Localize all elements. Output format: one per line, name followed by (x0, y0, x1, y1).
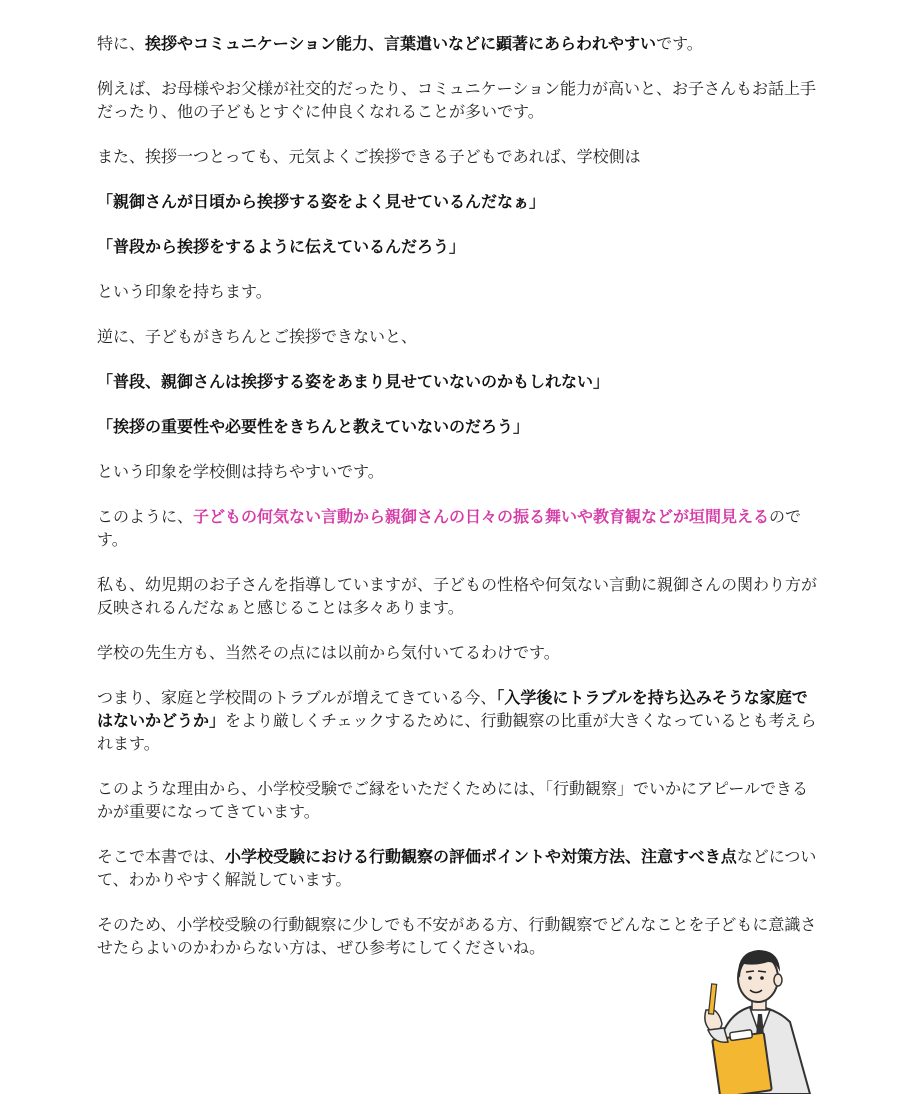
paragraph-11: このような理由から、小学校受験でご縁をいただくためには、「行動観察」でいかにアピールできるかが重要になってきています。 (97, 779, 809, 821)
paragraph-12: そこで本書では、小学校受験における行動観察の評価ポイントや対策方法、注意すべき点などについて、わかりやすく解説しています。 (97, 847, 817, 889)
article-body (97, 32, 821, 981)
paragraph-13: そのため、小学校受験の行動観察に少しでも不安がある方、行動観察でどんなことを子どもに意識させたらよいのかわからない方は、ぜひ参考にしてくださいね。 (97, 915, 817, 957)
highlight-phrase: 子どもの何気ない言動から親御さんの日々の振る舞いや教育観などが垣間見える (193, 507, 770, 526)
paragraph-9: 学校の先生方も、当然その点には以前から気付いてるわけです。 (97, 643, 560, 662)
paragraph-3: また、挨拶一つとっても、元気よくご挨拶できる子どもであれば、学校側は (97, 147, 641, 166)
paragraph-10: つまり、家庭と学校間のトラブルが増えてきている今、「入学後にトラブルを持ち込みそうな家庭ではないかどうか」をより厳しくチェックするために、行動観察の比重が大きくなっているとも考えられます。 (97, 688, 817, 753)
paragraph-4: という印象を持ちます。 (97, 282, 272, 301)
paragraph-7: このように、子どもの何気ない言動から親御さんの日々の振る舞いや教育観などが垣間見えるのです。 (97, 507, 802, 549)
paragraph-2: 例えば、お母様やお父様が社交的だったり、コミュニケーション能力が高いと、お子さんもお話上手だったり、他の子どもとすぐに仲良くなれることが多いです。 (97, 79, 817, 121)
paragraph-5: 逆に、子どもがきちんとご挨拶できないと、 (97, 327, 418, 346)
paragraph-8: 私も、幼児期のお子さんを指導していますが、子どもの性格や何気ない言動に親御さんの関わり方が反映されるんだなぁと感じることは多々あります。 (97, 575, 818, 617)
businessman-with-clipboard-illustration (694, 940, 814, 1094)
quote-3: 「普段、親御さんは挨拶する姿をあまり見せていないのかもしれない」 (97, 372, 610, 391)
quote-4: 「挨拶の重要性や必要性をきちんと教えていないのだろう」 (97, 417, 530, 436)
bold-phrase: 「入学後にトラブルを持ち込みそうな家庭ではないかどうか」 (97, 688, 808, 730)
bold-phrase: 小学校受験における行動観察の評価ポイントや対策方法、注意すべき点 (225, 847, 737, 866)
quote-2: 「普段から挨拶をするように伝えているんだろう」 (97, 237, 466, 256)
bold-phrase: 挨拶やコミュニケーション能力、言葉遣いなどに顕著にあらわれやすい (145, 34, 657, 53)
paragraph-1: 特に、挨拶やコミュニケーション能力、言葉遣いなどに顕著にあらわれやすいです。 (97, 34, 703, 53)
quote-1: 「親御さんが日頃から挨拶する姿をよく見せているんだなぁ」 (97, 192, 546, 211)
paragraph-6: という印象を学校側は持ちやすいです。 (97, 462, 384, 481)
